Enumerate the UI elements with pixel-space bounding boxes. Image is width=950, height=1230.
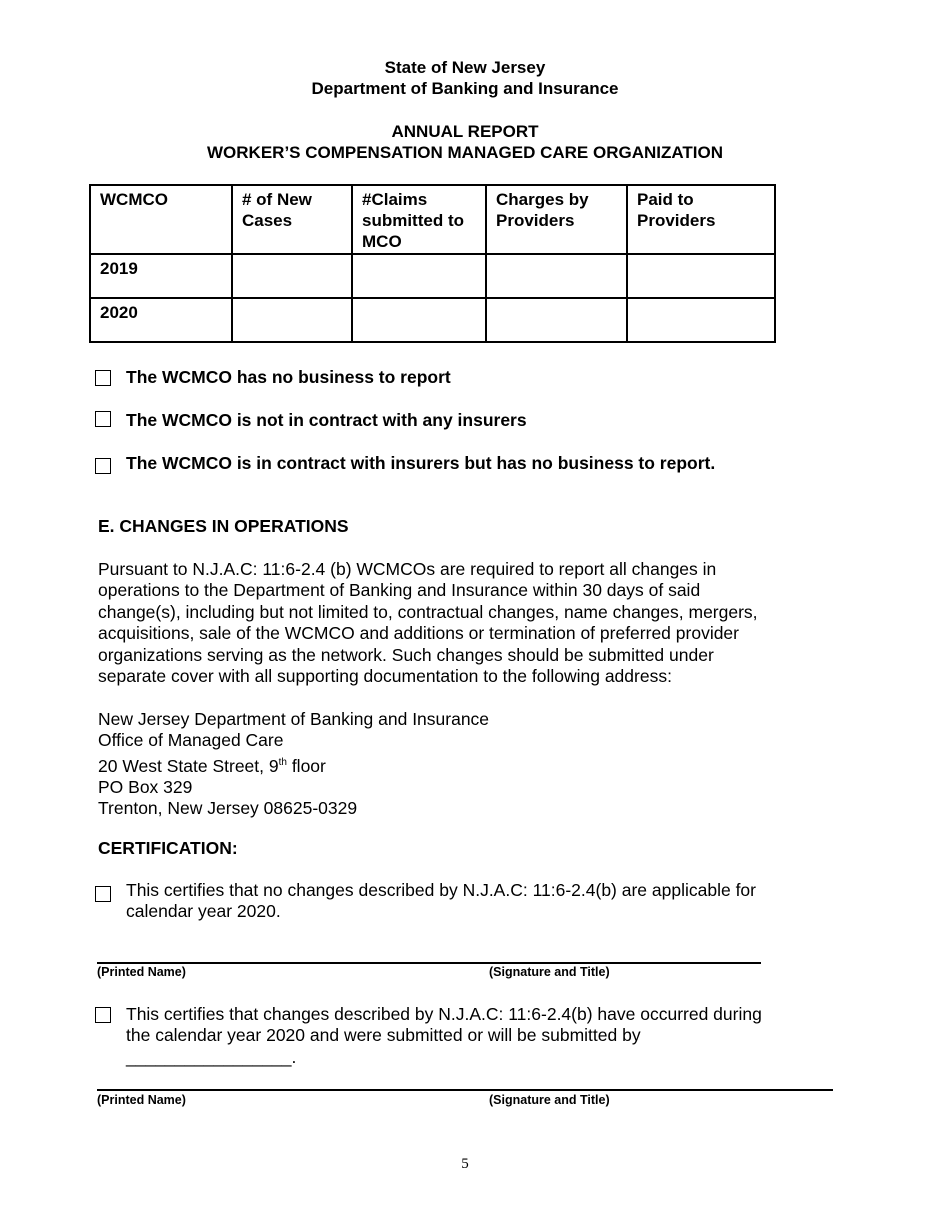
table-header-row [90,185,775,254]
no-business-checkbox[interactable] [95,370,111,386]
section-e-heading: E. CHANGES IN OPERATIONS [98,516,349,536]
state-title: State of New Jersey [384,58,546,77]
header-new-cases: # of New Cases [232,185,352,254]
no-contract-label: The WCMCO is not in contract with any insurers [126,410,527,430]
mailing-address: New Jersey Department of Banking and Insurance Office of Managed Care 20 West State Street, 9th floor PO Box 329 Trenton, New Jersey 08625-0329 [98,709,490,819]
page-number: 5 [461,1156,469,1172]
header-charges-by-providers: Charges by Providers [486,185,627,254]
changes-occurred-statement: This certifies that changes described by N.J.A.C: 11:6-2.4(b) have occurred during the calendar year 2020 and were submitted or will be submitted by _________________. [126,1004,846,1068]
header-claims-submitted: #Claims submitted to MCO [352,185,486,254]
report-table [89,184,776,343]
report-subtitle: WORKER’S COMPENSATION MANAGED CARE ORGANIZATION [207,143,723,162]
signature-title-label-1: (Signature and Title) [489,965,610,979]
header-paid-to-providers: Paid to Providers [627,185,775,254]
input-new-cases-2020[interactable] [232,298,352,342]
input-new-cases-2019[interactable] [232,254,352,298]
input-paid-2020[interactable] [627,298,775,342]
section-e-paragraph: Pursuant to N.J.A.C: 11:6-2.4 (b) WCMCOs are required to report all changes in operations to the Department of Banking and Insurance within 30 days of said change(s), including but not limited to, contractual changes, name changes, mergers, acquisitions, sale of the WCMCO and additions or termination of preferred provider organizations serving as the network. Such changes should be submitted under separate cover with all supporting documentation to the following address: [98,559,758,687]
report-title: ANNUAL REPORT [391,122,539,141]
printed-name-label-1: (Printed Name) [97,965,186,979]
table-row [90,298,775,342]
input-claims-2019[interactable] [352,254,486,298]
signature-line-2[interactable] [97,1089,833,1091]
no-changes-checkbox[interactable] [95,886,111,902]
no-business-label: The WCMCO has no business to report [126,367,451,387]
contract-no-business-label: The WCMCO is in contract with insurers but has no business to report. [126,453,716,473]
submission-date-blank[interactable]: _________________. [126,1046,297,1067]
table-row [90,254,775,298]
no-contract-checkbox[interactable] [95,411,111,427]
no-changes-statement: This certifies that no changes described by N.J.A.C: 11:6-2.4(b) are applicable for calendar year 2020. [126,880,756,922]
department-title: Department of Banking and Insurance [311,79,619,98]
contract-no-business-checkbox[interactable] [95,458,111,474]
input-charges-2019[interactable] [486,254,627,298]
input-charges-2020[interactable] [486,298,627,342]
input-paid-2019[interactable] [627,254,775,298]
signature-line-1[interactable] [97,962,761,964]
signature-title-label-2: (Signature and Title) [489,1093,610,1107]
header-wcmco: WCMCO [90,185,232,254]
row-year: 2020 [90,298,232,342]
row-year: 2019 [90,254,232,298]
printed-name-label-2: (Printed Name) [97,1093,186,1107]
input-claims-2020[interactable] [352,298,486,342]
changes-occurred-checkbox[interactable] [95,1007,111,1023]
certification-heading: CERTIFICATION: [98,838,238,858]
